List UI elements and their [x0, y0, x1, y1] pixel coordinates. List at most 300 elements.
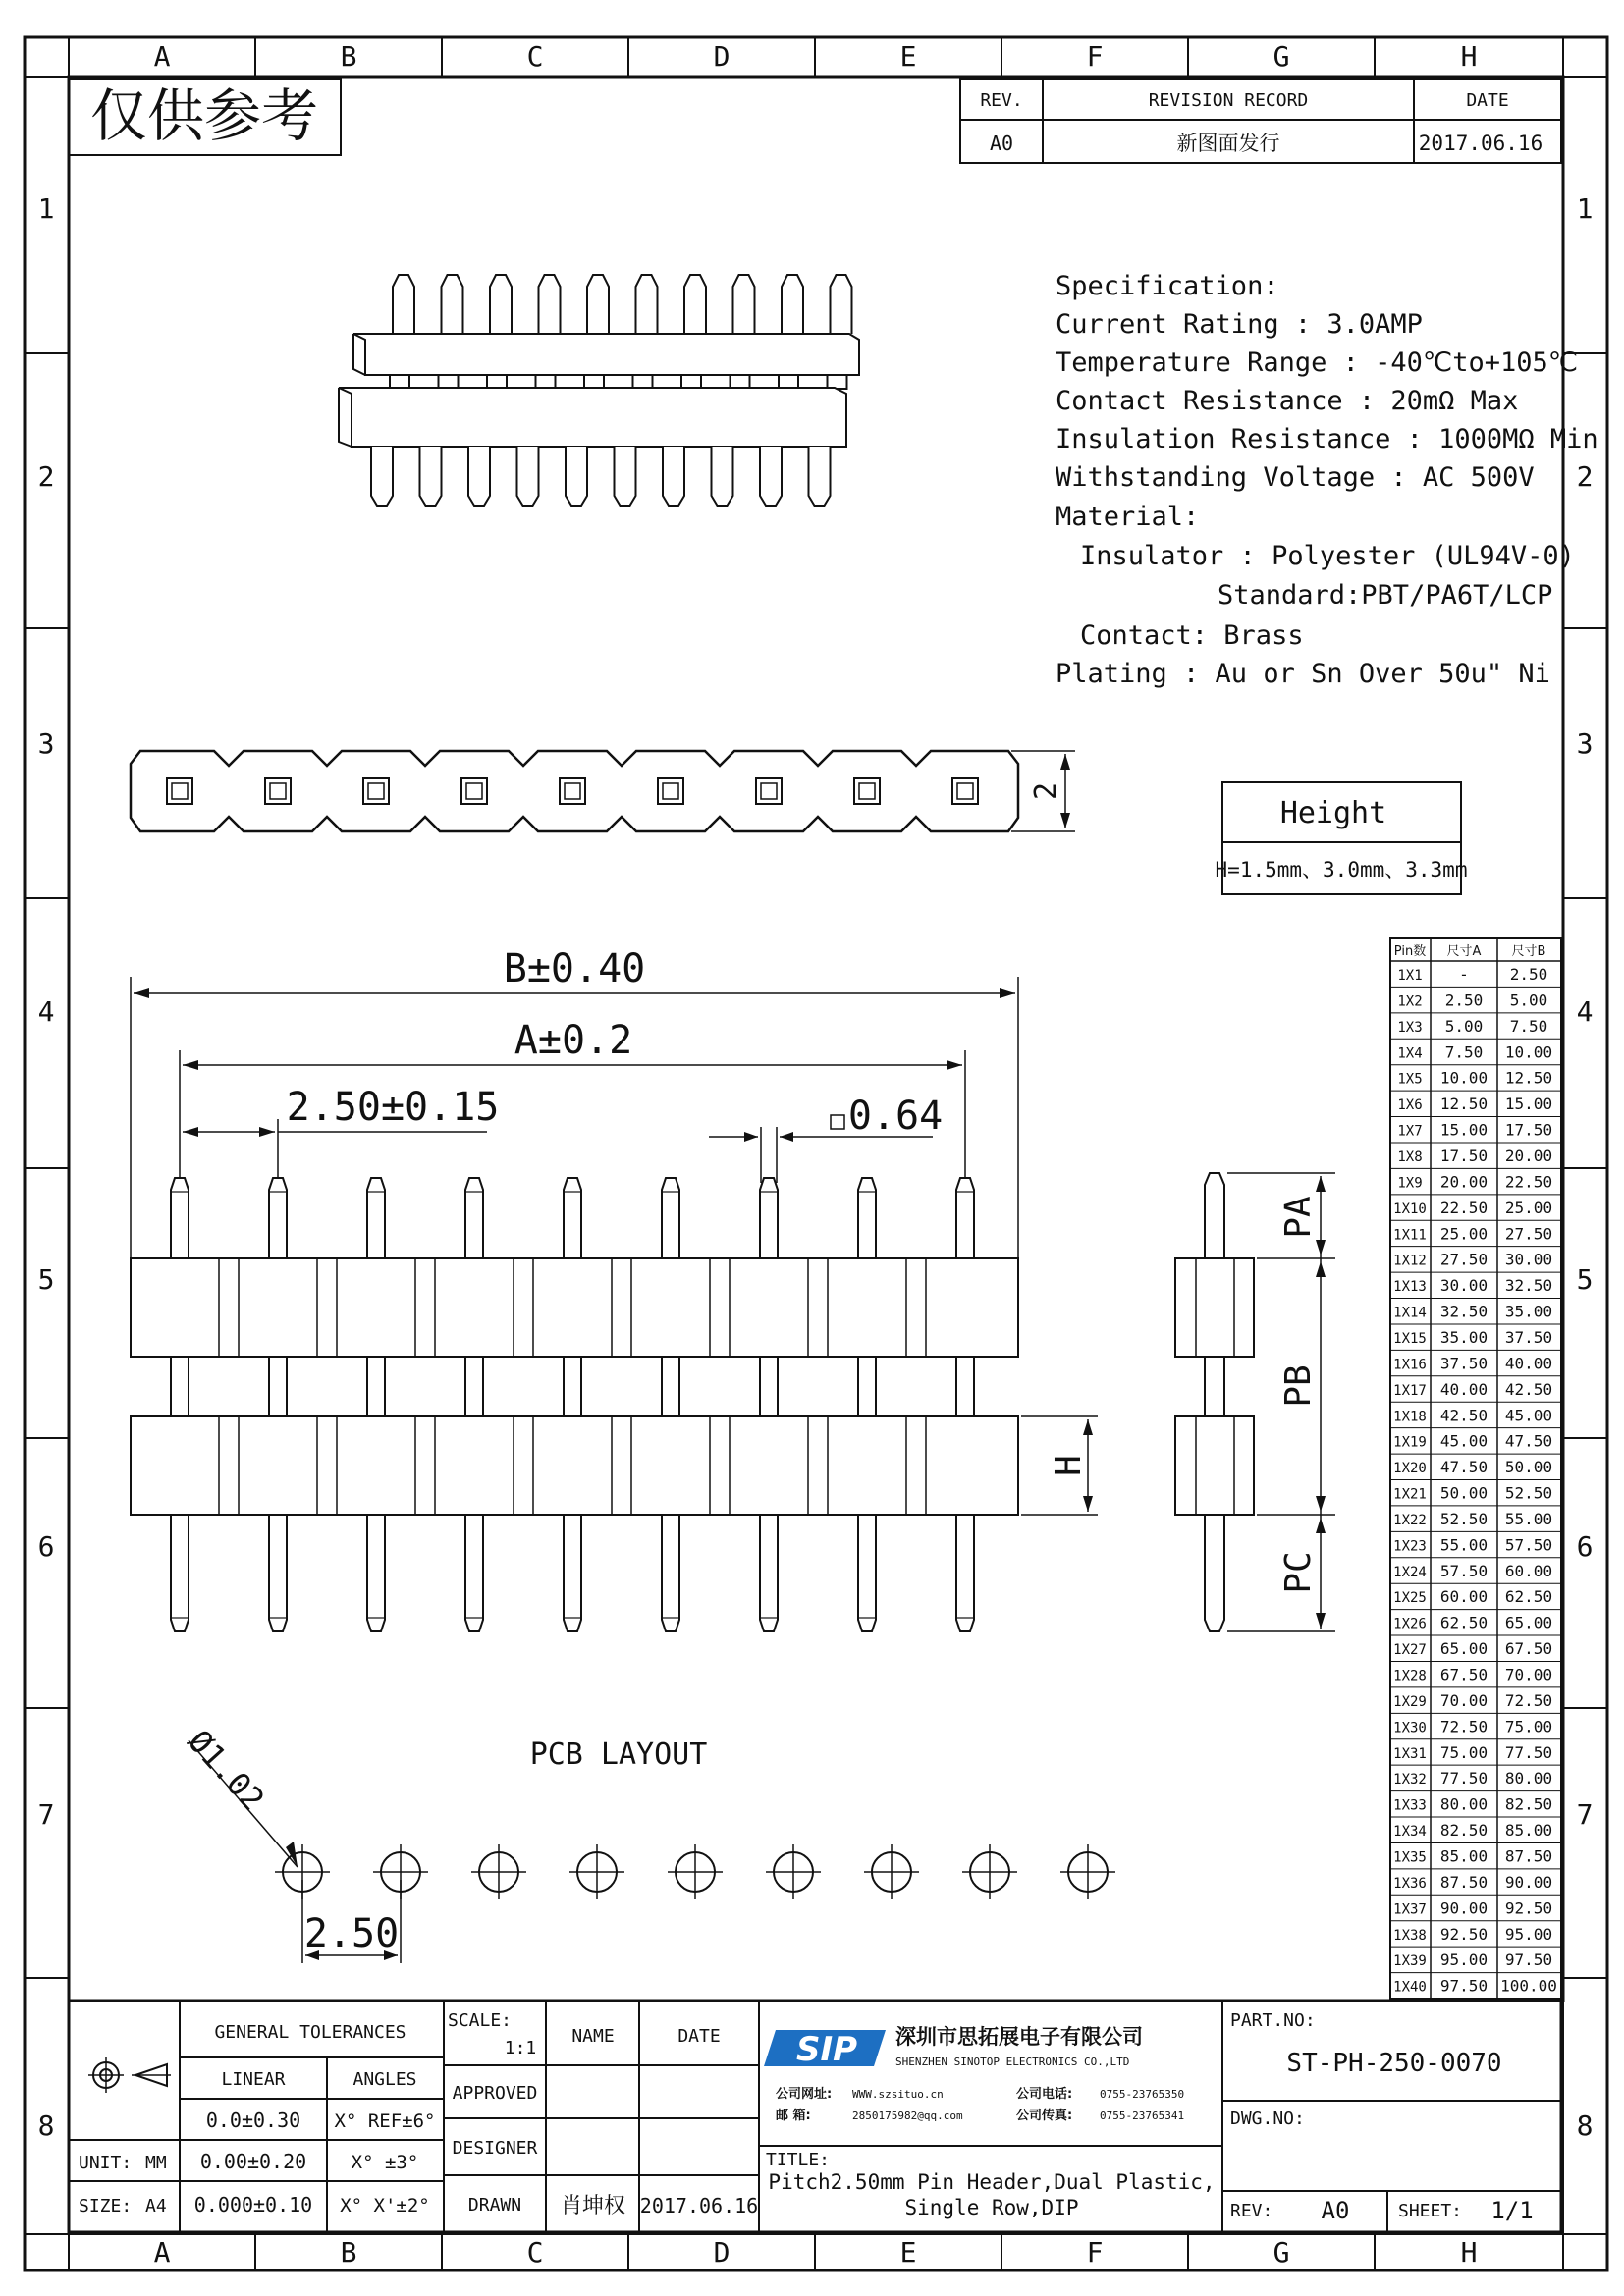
- pin-table-cell: 1X18: [1393, 1409, 1427, 1425]
- pin-table-cell: 70.00: [1504, 1665, 1553, 1684]
- pin-table-cell: 1X24: [1393, 1564, 1427, 1580]
- column-label-A-bottom: A: [153, 2236, 171, 2269]
- row-label-2-left: 2: [37, 460, 55, 493]
- row-label-7-right: 7: [1576, 1798, 1594, 1831]
- iso-top-pin: [831, 275, 852, 334]
- designer-label: DESIGNER: [452, 2138, 538, 2159]
- pin-table-cell: 2.50: [1444, 990, 1484, 1010]
- part-no-label: PART.NO:: [1230, 2010, 1316, 2031]
- top-pin-square-outer: [658, 778, 683, 804]
- pin-table-cell: 20.00: [1504, 1147, 1553, 1166]
- rev-label-block: REV:: [1230, 2201, 1273, 2221]
- top-pin-square-inner: [859, 783, 875, 799]
- size-value: A4: [145, 2196, 167, 2216]
- iso-top-pin: [782, 275, 803, 334]
- pin-table-cell: 70.00: [1439, 1690, 1489, 1710]
- pin-table-cell: 42.50: [1439, 1406, 1489, 1425]
- pin-table-cell: 1X30: [1393, 1720, 1427, 1736]
- email-label: 邮 箱:: [776, 2109, 811, 2123]
- unit-label: UNIT:: [79, 2153, 133, 2173]
- row-label-8-right: 8: [1576, 2109, 1594, 2142]
- top-pin-square-outer: [952, 778, 978, 804]
- pin-table-cell: 10.00: [1439, 1068, 1489, 1088]
- pin-table-cell: 57.50: [1504, 1535, 1553, 1555]
- date-header-block: DATE: [677, 2026, 721, 2047]
- row-label-6-right: 6: [1576, 1530, 1594, 1563]
- front-pin: [760, 1178, 778, 1631]
- top-pin-square-inner: [957, 783, 973, 799]
- pin-table-header: 尺寸A: [1446, 944, 1482, 959]
- front-pin: [269, 1178, 287, 1631]
- pin-table-cell: 1X39: [1393, 1953, 1427, 1970]
- pin-table-header: Pin数: [1393, 944, 1427, 959]
- front-lower-plastic: [131, 1416, 1018, 1515]
- pin-table-cell: 7.50: [1509, 1016, 1548, 1036]
- pin-table-cell: 5.00: [1444, 1016, 1484, 1036]
- name-header: NAME: [571, 2026, 615, 2047]
- pin-table-cell: 12.50: [1439, 1095, 1489, 1114]
- column-label-B-top: B: [340, 40, 357, 73]
- iso-top-pin: [393, 275, 414, 334]
- front-pin: [367, 1178, 385, 1631]
- pin-table-cell: 45.00: [1504, 1406, 1553, 1425]
- pin-table-cell: 1X29: [1393, 1693, 1427, 1710]
- column-label-F-bottom: F: [1086, 2236, 1104, 2269]
- approved-label: APPROVED: [452, 2083, 538, 2104]
- top-pin-square-inner: [761, 783, 777, 799]
- pin-table-cell: 1X10: [1393, 1201, 1427, 1217]
- column-label-G-bottom: G: [1272, 2236, 1290, 2269]
- row-label-1-left: 1: [37, 192, 55, 225]
- pin-table-cell: 1X14: [1393, 1305, 1427, 1321]
- pin-table-cell: 1X12: [1393, 1253, 1427, 1269]
- iso-bottom-pin: [517, 447, 539, 506]
- dimension-pcb-pitch: 2.50: [303, 1911, 400, 1956]
- pin-table-cell: 67.50: [1439, 1665, 1489, 1684]
- pin-table-cell: 27.50: [1439, 1250, 1489, 1269]
- pin-table-cell: 82.50: [1504, 1794, 1553, 1814]
- height-values: H=1.5mm、3.0mm、3.3mm: [1215, 858, 1468, 881]
- row-label-4-left: 4: [37, 995, 55, 1028]
- iso-pins-bottom: [371, 447, 831, 506]
- size-label: SIZE:: [79, 2196, 133, 2216]
- pin-dimension-table: [1390, 938, 1561, 1999]
- pin-table-cell: 12.50: [1504, 1068, 1553, 1088]
- rev-value-block: A0: [1321, 2197, 1350, 2224]
- pin-table-cell: 1X2: [1397, 993, 1423, 1010]
- revision-record-header: REVISION RECORD: [1148, 90, 1309, 111]
- pin-table-cell: 65.00: [1504, 1613, 1553, 1632]
- pin-table-cell: 5.00: [1509, 990, 1548, 1010]
- pin-table-cell: 32.50: [1504, 1276, 1553, 1296]
- top-view-outline: [131, 751, 1018, 831]
- pin-table-cell: 62.50: [1504, 1587, 1553, 1607]
- pin-table-cell: 7.50: [1444, 1042, 1484, 1062]
- pcb-layout: [181, 1723, 1115, 1963]
- angle-tolerance-2: X° ±3°: [351, 2152, 419, 2173]
- column-label-D-top: D: [713, 40, 731, 73]
- pin-table-cell: 82.50: [1439, 1821, 1489, 1841]
- pin-table-cell: 72.50: [1439, 1717, 1489, 1736]
- pin-table-cell: 75.00: [1439, 1742, 1489, 1762]
- side-upper-plastic: [1175, 1258, 1254, 1357]
- date-header: DATE: [1466, 90, 1509, 111]
- row-label-6-left: 6: [37, 1530, 55, 1563]
- iso-top-pin: [539, 275, 561, 334]
- pin-table-cell: 25.00: [1504, 1198, 1553, 1217]
- rev-value: A0: [989, 132, 1014, 155]
- iso-upper-plastic: [353, 334, 859, 375]
- front-pin: [956, 1178, 974, 1631]
- title-line-2: Single Row,DIP: [904, 2196, 1079, 2219]
- side-lower-plastic: [1175, 1416, 1254, 1515]
- dimension-pin-square: 0.64: [847, 1094, 944, 1139]
- spec-material: Material:: [1056, 502, 1200, 532]
- unit-value: MM: [145, 2153, 167, 2173]
- iso-top-pin: [636, 275, 658, 334]
- pin-table-cell: 1X6: [1397, 1097, 1423, 1114]
- iso-bottom-pin: [615, 447, 636, 506]
- pin-table-cell: 1X5: [1397, 1071, 1423, 1088]
- pin-table-cell: 1X36: [1393, 1875, 1427, 1892]
- pin-table-cell: 1X23: [1393, 1538, 1427, 1555]
- pin-table-cell: 1X8: [1397, 1149, 1423, 1166]
- pin-table-cell: 47.50: [1504, 1431, 1553, 1451]
- pin-table-cell: 1X35: [1393, 1849, 1427, 1866]
- row-label-3-right: 3: [1576, 727, 1594, 760]
- title-block: [69, 2001, 1561, 2232]
- column-label-E-top: E: [899, 40, 917, 73]
- pin-table-cell: 77.50: [1439, 1769, 1489, 1789]
- linear-tolerance-1: 0.0±0.30: [205, 2109, 301, 2132]
- pin-table-cell: 1X19: [1393, 1434, 1427, 1451]
- pin-table-cell: 95.00: [1439, 1950, 1489, 1970]
- sheet-label: SHEET:: [1398, 2201, 1463, 2221]
- pin-table-cell: 1X13: [1393, 1279, 1427, 1296]
- column-label-B-bottom: B: [340, 2236, 357, 2269]
- pin-table-cell: 25.00: [1439, 1224, 1489, 1244]
- part-no-value: ST-PH-250-0070: [1286, 2049, 1502, 2078]
- pin-table-cell: 1X17: [1393, 1382, 1427, 1399]
- pin-table-cell: 1X4: [1397, 1045, 1423, 1062]
- column-label-E-bottom: E: [899, 2236, 917, 2269]
- row-label-1-right: 1: [1576, 192, 1594, 225]
- dimension-pa: PA: [1278, 1196, 1319, 1239]
- front-pin: [564, 1178, 581, 1631]
- front-view-pins: [171, 1178, 974, 1631]
- spec-standard: Standard:PBT/PA6T/LCP: [1218, 580, 1553, 611]
- drawn-label: DRAWN: [467, 2195, 522, 2216]
- iso-bottom-pin: [760, 447, 782, 506]
- pin-table-cell: 1X27: [1393, 1642, 1427, 1659]
- square-symbol: [831, 1115, 844, 1129]
- phone-value: 0755-23765350: [1100, 2088, 1185, 2101]
- spec-contact: Contact: Brass: [1080, 620, 1304, 651]
- revision-record-value: 新图面发行: [1176, 132, 1280, 155]
- pin-table-cell: 77.50: [1504, 1742, 1553, 1762]
- top-pin-square-outer: [265, 778, 291, 804]
- height-title: Height: [1279, 796, 1387, 830]
- angle-tolerance-1: X° REF±6°: [334, 2110, 436, 2132]
- website-value: WWW.szsituo.cn: [852, 2088, 944, 2101]
- pin-table-cell: 1X21: [1393, 1486, 1427, 1503]
- pin-table-cell: 27.50: [1504, 1224, 1553, 1244]
- pin-table-cell: 1X26: [1393, 1616, 1427, 1632]
- pin-table-cell: 22.50: [1504, 1172, 1553, 1192]
- pin-table-cell: 55.00: [1504, 1509, 1553, 1528]
- pin-table-cell: 20.00: [1439, 1172, 1489, 1192]
- angle-tolerance-3: X° X'±2°: [340, 2195, 430, 2216]
- pin-table-cell: 100.00: [1500, 1976, 1557, 1996]
- pin-table-cell: 30.00: [1439, 1276, 1489, 1296]
- spec-current-rating: Current Rating : 3.0AMP: [1056, 309, 1423, 340]
- dimension-h: H: [1049, 1455, 1089, 1476]
- column-label-D-bottom: D: [713, 2236, 731, 2269]
- row-label-3-left: 3: [37, 727, 55, 760]
- iso-top-pin: [733, 275, 755, 334]
- top-pin-square-inner: [270, 783, 286, 799]
- pin-table-cell: 1X11: [1393, 1227, 1427, 1244]
- iso-top-pin: [490, 275, 512, 334]
- iso-bottom-pin: [420, 447, 442, 506]
- pin-table-cell: 10.00: [1504, 1042, 1553, 1062]
- column-label-H-top: H: [1460, 40, 1478, 73]
- linear-tolerance-3: 0.000±0.10: [193, 2193, 313, 2216]
- spec-contact-resistance: Contact Resistance : 20mΩ Max: [1056, 386, 1519, 416]
- pin-table-cell: 1X7: [1397, 1123, 1423, 1140]
- pin-table-cell: 62.50: [1439, 1613, 1489, 1632]
- pin-table-cell: 42.50: [1504, 1379, 1553, 1399]
- front-pin: [465, 1178, 483, 1631]
- dwg-no-label: DWG.NO:: [1230, 2109, 1305, 2129]
- email-value: 2850175982@qq.com: [852, 2109, 963, 2122]
- pin-table-cell: 50.00: [1439, 1483, 1489, 1503]
- iso-top-pin: [684, 275, 706, 334]
- side-pin: [1205, 1173, 1224, 1631]
- pin-table-cell: 60.00: [1504, 1561, 1553, 1580]
- top-pin-square-outer: [854, 778, 880, 804]
- pin-table-cell: 2.50: [1509, 965, 1548, 985]
- pin-table-cell: 52.50: [1504, 1483, 1553, 1503]
- pin-table-cell: 40.00: [1504, 1354, 1553, 1373]
- row-label-7-left: 7: [37, 1798, 55, 1831]
- phone-label: 公司电话:: [1016, 2087, 1073, 2102]
- top-view-pin-squares: [167, 778, 978, 804]
- dimension-hole-diameter: Ø1.02: [181, 1722, 272, 1818]
- fax-label: 公司传真:: [1016, 2109, 1073, 2123]
- pin-table-cell: 1X15: [1393, 1330, 1427, 1347]
- general-tolerances-label: GENERAL TOLERANCES: [214, 2022, 406, 2043]
- pin-table-cell: 22.50: [1439, 1198, 1489, 1217]
- pin-table-cell: 50.00: [1504, 1458, 1553, 1477]
- iso-bottom-pin: [566, 447, 587, 506]
- linear-tolerance-2: 0.00±0.20: [199, 2150, 307, 2173]
- stamp-text: 仅供参考: [89, 82, 319, 149]
- spec-temperature-range: Temperature Range : -40℃to+105℃: [1056, 347, 1579, 378]
- title-label: TITLE:: [766, 2150, 831, 2170]
- pin-table-cell: 55.00: [1439, 1535, 1489, 1555]
- pin-table-cell: 1X37: [1393, 1901, 1427, 1918]
- pin-table-cell: 35.00: [1439, 1327, 1489, 1347]
- pin-table-cell: 80.00: [1439, 1794, 1489, 1814]
- spec-plating: Plating : Au or Sn Over 50u" Ni: [1056, 659, 1550, 689]
- pin-table-cell: 17.50: [1439, 1147, 1489, 1166]
- spec-insulator: Insulator : Polyester (UL94V-0): [1080, 541, 1575, 571]
- scale-value: 1:1: [504, 2038, 537, 2058]
- dimension-b: B±0.40: [503, 946, 646, 991]
- column-label-F-top: F: [1086, 40, 1104, 73]
- pin-table-cell: 75.00: [1504, 1717, 1553, 1736]
- row-label-5-left: 5: [37, 1263, 55, 1296]
- pin-table-cell: 80.00: [1504, 1769, 1553, 1789]
- pin-table-cell: 1X32: [1393, 1772, 1427, 1789]
- spec-title: Specification:: [1056, 271, 1279, 301]
- pin-table-cell: 72.50: [1504, 1690, 1553, 1710]
- sheet-value: 1/1: [1490, 2197, 1534, 2224]
- iso-lower-plastic: [339, 388, 846, 447]
- pin-table-cell: 1X38: [1393, 1927, 1427, 1944]
- pin-table-header: 尺寸B: [1511, 944, 1546, 959]
- pin-table-cell: 47.50: [1439, 1458, 1489, 1477]
- company-name-cn: 深圳市思拓展电子有限公司: [895, 2025, 1143, 2049]
- iso-bottom-pin: [809, 447, 831, 506]
- top-width-dimension: 2: [1029, 781, 1063, 801]
- pin-table-cell: 52.50: [1439, 1509, 1489, 1528]
- spec-insulation-resistance: Insulation Resistance : 1000MΩ Min: [1056, 424, 1598, 454]
- fax-value: 0755-23765341: [1100, 2109, 1185, 2122]
- top-pin-square-outer: [756, 778, 782, 804]
- column-label-H-bottom: H: [1460, 2236, 1478, 2269]
- pin-table-cell: 1X25: [1393, 1590, 1427, 1607]
- pin-table-cell: 1X34: [1393, 1824, 1427, 1841]
- pin-table-cell: 17.50: [1504, 1120, 1553, 1140]
- pin-table-cell: 1X1: [1397, 968, 1423, 985]
- row-label-5-right: 5: [1576, 1263, 1594, 1296]
- pin-table-cell: 1X33: [1393, 1797, 1427, 1814]
- top-pin-square-outer: [363, 778, 389, 804]
- top-pin-square-inner: [172, 783, 188, 799]
- pin-table-cell: 60.00: [1439, 1587, 1489, 1607]
- linear-label: LINEAR: [221, 2069, 286, 2090]
- pin-table-cell: 35.00: [1504, 1302, 1553, 1321]
- scale-label: SCALE:: [448, 2010, 513, 2031]
- pin-table-cell: 92.50: [1439, 1924, 1489, 1944]
- pin-table-cell: 45.00: [1439, 1431, 1489, 1451]
- pin-table-cell: 1X16: [1393, 1357, 1427, 1373]
- dimension-pc: PC: [1278, 1551, 1319, 1594]
- iso-top-pin: [442, 275, 463, 334]
- specification-block: [1056, 271, 1598, 689]
- pin-table-cell: 37.50: [1439, 1354, 1489, 1373]
- pin-table-cell: 97.50: [1504, 1950, 1553, 1970]
- dimension-a: A±0.2: [514, 1018, 633, 1063]
- pin-table-cell: 1X31: [1393, 1745, 1427, 1762]
- pin-table-cell: 92.50: [1504, 1898, 1553, 1918]
- iso-bottom-pin: [468, 447, 490, 506]
- dimension-pitch: 2.50±0.15: [286, 1085, 500, 1130]
- company-logo: [764, 2030, 886, 2069]
- company-name-en: SHENZHEN SINOTOP ELECTRONICS CO.,LTD: [895, 2056, 1130, 2068]
- iso-bottom-pin: [712, 447, 733, 506]
- rev-header: REV.: [980, 90, 1023, 111]
- drawn-name: 肖坤权: [560, 2194, 626, 2218]
- top-pin-square-outer: [560, 778, 585, 804]
- front-upper-plastic: [131, 1258, 1018, 1357]
- pin-table-cell: 57.50: [1439, 1561, 1489, 1580]
- pin-table-cell: 1X3: [1397, 1019, 1423, 1036]
- pin-table-cell: 65.00: [1439, 1639, 1489, 1659]
- row-label-2-right: 2: [1576, 460, 1594, 493]
- iso-bottom-pin: [371, 447, 393, 506]
- pin-table-cell: 30.00: [1504, 1250, 1553, 1269]
- pin-table-cell: 87.50: [1504, 1846, 1553, 1866]
- revision-table: [960, 79, 1561, 163]
- row-label-4-right: 4: [1576, 995, 1594, 1028]
- column-label-A-top: A: [153, 40, 171, 73]
- website-label: 公司网址:: [776, 2087, 833, 2102]
- top-pin-square-inner: [466, 783, 482, 799]
- column-label-G-top: G: [1272, 40, 1290, 73]
- pin-table-cell: 1X22: [1393, 1512, 1427, 1528]
- top-pin-square-inner: [565, 783, 580, 799]
- iso-bottom-pin: [663, 447, 684, 506]
- pin-table-cell: 97.50: [1439, 1976, 1489, 1996]
- column-label-C-bottom: C: [526, 2236, 544, 2269]
- pcb-layout-title: PCB LAYOUT: [529, 1737, 708, 1772]
- pin-table-cell: -: [1459, 965, 1469, 985]
- pin-table-cell: 15.00: [1439, 1120, 1489, 1140]
- pin-table-cell: 1X28: [1393, 1668, 1427, 1684]
- pin-table-cell: 85.00: [1439, 1846, 1489, 1866]
- title-line-1: Pitch2.50mm Pin Header,Dual Plastic,: [768, 2170, 1216, 2194]
- pin-table-cell: 90.00: [1504, 1872, 1553, 1892]
- angles-label: ANGLES: [352, 2069, 417, 2090]
- top-pin-square-outer: [461, 778, 487, 804]
- pin-table-cell: 40.00: [1439, 1379, 1489, 1399]
- isometric-header-view: [339, 275, 859, 506]
- top-pin-square-inner: [368, 783, 384, 799]
- pin-table-cell: 1X9: [1397, 1175, 1423, 1192]
- front-pin: [171, 1178, 189, 1631]
- side-view: [1175, 1173, 1335, 1631]
- reference-stamp: [69, 79, 341, 155]
- row-label-8-left: 8: [37, 2109, 55, 2142]
- drawn-date: 2017.06.16: [639, 2194, 759, 2217]
- pin-table-cell: 37.50: [1504, 1327, 1553, 1347]
- pin-table-cell: 95.00: [1504, 1924, 1553, 1944]
- pin-table-cell: 32.50: [1439, 1302, 1489, 1321]
- pin-table-cell: 90.00: [1439, 1898, 1489, 1918]
- top-pin-square-outer: [167, 778, 192, 804]
- pin-table-cell: 1X40: [1393, 1979, 1427, 1996]
- top-pin-square-inner: [663, 783, 678, 799]
- height-box: [1216, 782, 1468, 894]
- pin-table-cell: 87.50: [1439, 1872, 1489, 1892]
- pin-table-cell: 1X20: [1393, 1461, 1427, 1477]
- column-label-C-top: C: [526, 40, 544, 73]
- pin-table-cell: 15.00: [1504, 1095, 1553, 1114]
- front-pin: [662, 1178, 679, 1631]
- pin-table-cell: 85.00: [1504, 1821, 1553, 1841]
- pin-table-cell: 67.50: [1504, 1639, 1553, 1659]
- dimension-pb: PB: [1278, 1364, 1319, 1408]
- company-logo-text: SIP: [795, 2030, 858, 2069]
- iso-top-pin: [587, 275, 609, 334]
- revision-date-value: 2017.06.16: [1418, 132, 1543, 155]
- front-view: [131, 946, 1098, 1631]
- front-pin: [858, 1178, 876, 1631]
- spec-withstanding-voltage: Withstanding Voltage : AC 500V: [1056, 462, 1535, 493]
